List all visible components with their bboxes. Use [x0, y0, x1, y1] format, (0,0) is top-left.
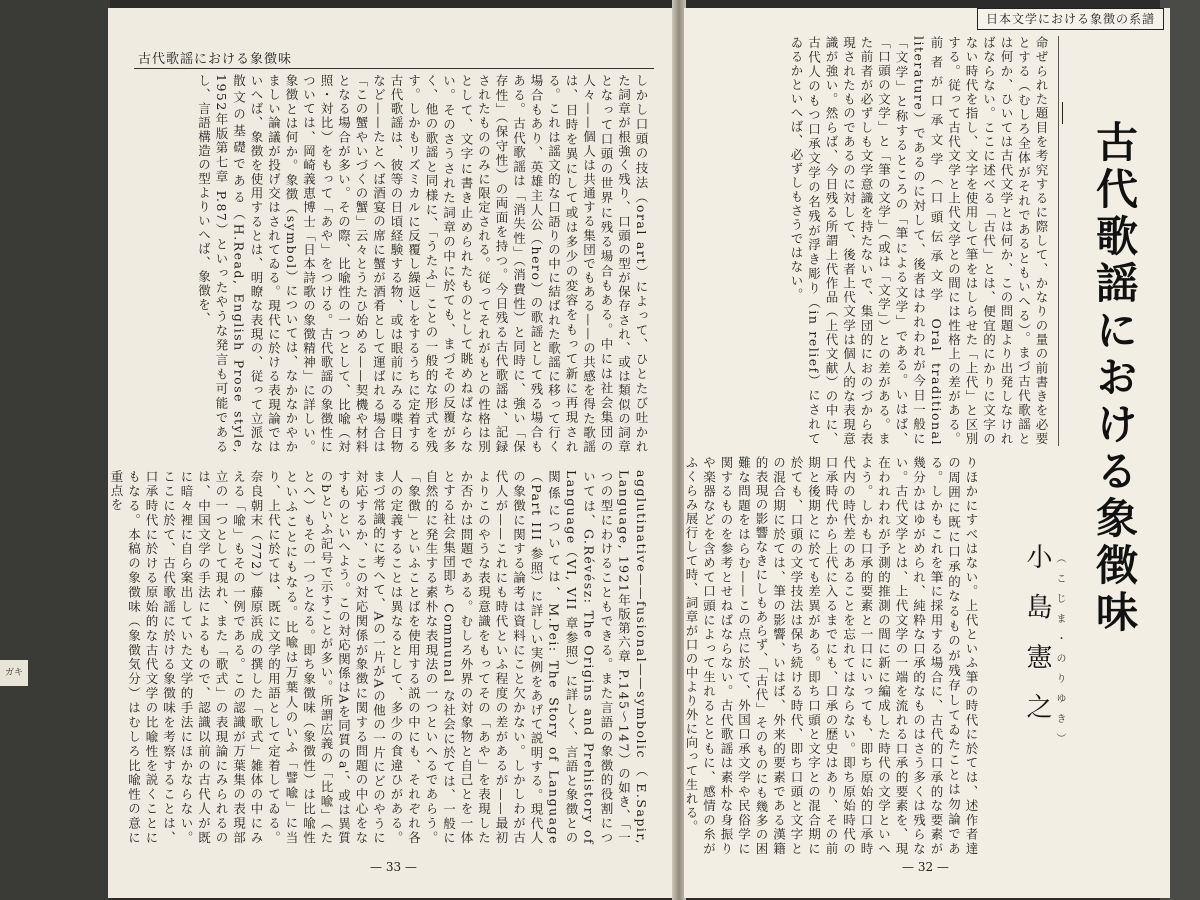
right-page-lower-column: りほかにすべはない。上代といふ筆の時代に於ては、述作者達の周囲に既に口承的なるものが残存してゐたことは勿論である。しかもこれを筆に採用する場合に、古代的口承的な要素が幾分かはゆがめられ、純粋な口承的なものはさう多くは残らない。古代文学とは、上代文学の一端を流れる口承的要素を、現在われわれが予測的推測の間に新に編成した時代の文学といへよう。しかも口承的要素と一口にいっても、即ち原始的口承時代内の時代差のあることを忘れてはならない。即ち原始時代の口承時代から上代に入るまでにも、口承の歴史はあり、その前期と後期とに於ても差異がある。即ち口頭と文字との混合期に於ても、口頭の文学技法は保ち続ける時代、即ち口頭と文字との混合期に於ては、筆の影響、いはば、外来的要素である漢籍的表現の影響なきにしもあらず、「古代」そのものにも幾多の困難な問題をはらむ——この点に於て、外国口承文学や民俗学に関するものを参考とせねばならない。古代歌謡は素朴な身振りや楽器などを含めて口頭によって生れるとともに、感情の糸がふくらみ展行して時、詞章が口の中より外に向って生れる。 — [684, 456, 979, 856]
section-mark — [1062, 102, 1063, 124]
edge-tab: ガキ — [0, 660, 28, 686]
running-header-left: 古代歌謡における象徴味 — [138, 52, 293, 67]
page-number-left: — 33 — — [370, 860, 417, 874]
header-rule — [134, 68, 654, 69]
left-page-lower-column: agglutinative——fusional——symbolic（E.Sapir, Language, 1921年版第六章 P.145〜147）の如き、「一つの型にわけることもできる。また言語の象徴的役割については、G.Révész: The Origins and Prehistory of Language（VI, VII 章参照）に詳しく、言語と象徴との関係については、M.Pei: The Story of Language（Part III 参照）に詳しい実例をあげて説明する。現代人の象徴に関する論考は資料にこと欠かない。しかしわが古代人が——これにも時代といふ程度の差があるが——最初よりこのやうな表現意識をもってその「あや」を表現したか否かは問題である。むしろ外界の対象物と自己とを一体とする社会集団即ち Communal な社会に於ては、一般に自然的に発生する素朴な表現法の一つといへるであらう。「象徴」といふことばを使用する説の中にも、それぞれ各人の定義することは異なるとして、多少の食違ひがある。まづ常識的に考へて、Aの一片がAの他の一片にどのやうに対応するか、この対応関係が象徴に関する問題の中心をなすものといへよう。この対応関係はAを同質のa'、或は異質のbといふ記号で示すことが多い。所謂広義の「比喩」（たとへ）もその一つとなる。即ち象徴味（象徴性）は比喩性といふことにもなる。比喩は万葉人のいふ「譬喩」に当り、上代に於ては、既に文学的用語として定着してゐる。奈良朝末（772）藤原浜成の撰した「歌式」雑体の中にみえる「喩」もその一例である。この認識が万葉集の表現部立の一つとして現れ、また「歌式」の表現論にみられるのは、中国文学の手法によるもので、認識以前の古代人が既に暗々裡に自ら案出していた文学的手法にほかならない。ここに於て、古代歌謡に於ける象徴味を考察することは、口承時代に於ける原始的な古代文学の比喩性を説くことにもなる。本稿の象徴味（象徴気分）はむしろ比喩性の意に重点を — [109, 470, 649, 846]
author-name: 小島憲之 — [1022, 543, 1052, 743]
left-page — [108, 8, 674, 898]
page-number-right: — 32 — — [902, 860, 949, 874]
article-title: 古代歌謡における象徴味 — [1090, 120, 1139, 637]
title-divider-rule — [1058, 36, 1059, 446]
desk-background-left — [0, 0, 110, 900]
author-reading: （こじま・のりゆき） — [1054, 553, 1065, 753]
left-page-upper-column: しかし口頭の技法（oral art）によって、ひとたび吐かれた詞章が根強く残り、口頭の型が保存され、或は類似の詞章となって口頭の世界に残る場合もある。中には社会集団の人々——個人は共通する集団でもある——の共感を得た歌謡は、日時を異にして或は多少の変容をもって新に再現される。これは謡文的な口語りの中に結ばれた歌謡に移って行く場合もあり、英雄主人公（hero）の歌謡として残る場合もある。古代歌謡は「消失性」（消費性）と同時に、強い「保存性」（保守性）の両面を持つ。今日残る古代歌謡は、記録されたもののみに限定される。従ってそれがもとの性格は別として、文字に書き止められたものとして眺めねばならない。そのさうされた詞章の中に於ても、まづその反覆が多く、他の歌謡と同様に、「うたふ」ことの一般的な形式を残す。しかもリズミカルに反覆し繰返しをするうちに定着する古代歌謡は、彼等の日頃経験する物、或は眼前にみる喋日物など——たとへば酒宴の席に蟹が酒肴として運ばれる場合は「この蟹やいづくの蟹」云々とうたひ始める——契機や材料となる場合が多い。その際、比喩性の一つとして、比喩（対照・対比）をもって「あや」をつける。古代歌謡の象徴性については、岡崎義恵博士「日本詩歌の象徴精神」に詳しい。象徴とは何か。象徴（symbol）については、なかなかやかましい論議が投げ交はされてゐる。現代に於ける表現論ではいへば、象徴を使用するとは、明瞭な表現の、従って立派な散文の基礎である（H.Read, English Prose style, 1952年版第七章 P.87）といったやうな発言も可能であるし、言語構造の型よりいへば、象徴を、 — [196, 74, 649, 455]
right-page — [684, 8, 1170, 898]
right-page-upper-column: 命ぜられた題目を考究するに際して、かなりの量の前書きを必要とする（むしろ全体がそれであるともいへる）。まづ古代歌謡とは何か、ひいては古代文学とは何か、この問題より出発しなければならない。ここに述べる「古代」とは、便宜的にかりに文字のない時代を指し、文字を使用して筆をはしらせた「上代」と区別する。従って古代文学と上代文学との間には性格上の差がある。前者が口承文学（口頭伝承文学 Oral traditional literature）であるのに対して、後者はわれわれが今日一般に「文学」と称するところの「筆による文学」である。いはば、「口頭の文学」と「筆の文学」（或は「文学」）との差がある。また前者が必ずしも文学意識を持たないで、集団的におのづから表現されたものであるのに対して、後者上代文学は個人的な表現意識が強い。然らば、今日残る所謂上代作品（上代文献）の中に、古代人のもつ口承文学の名残が浮き彫り（in relief）にされてゐるかといへば、必ずしもさうではない。 — [789, 36, 1049, 446]
running-header-right: 日本文学における象徴の系譜 — [977, 8, 1164, 30]
